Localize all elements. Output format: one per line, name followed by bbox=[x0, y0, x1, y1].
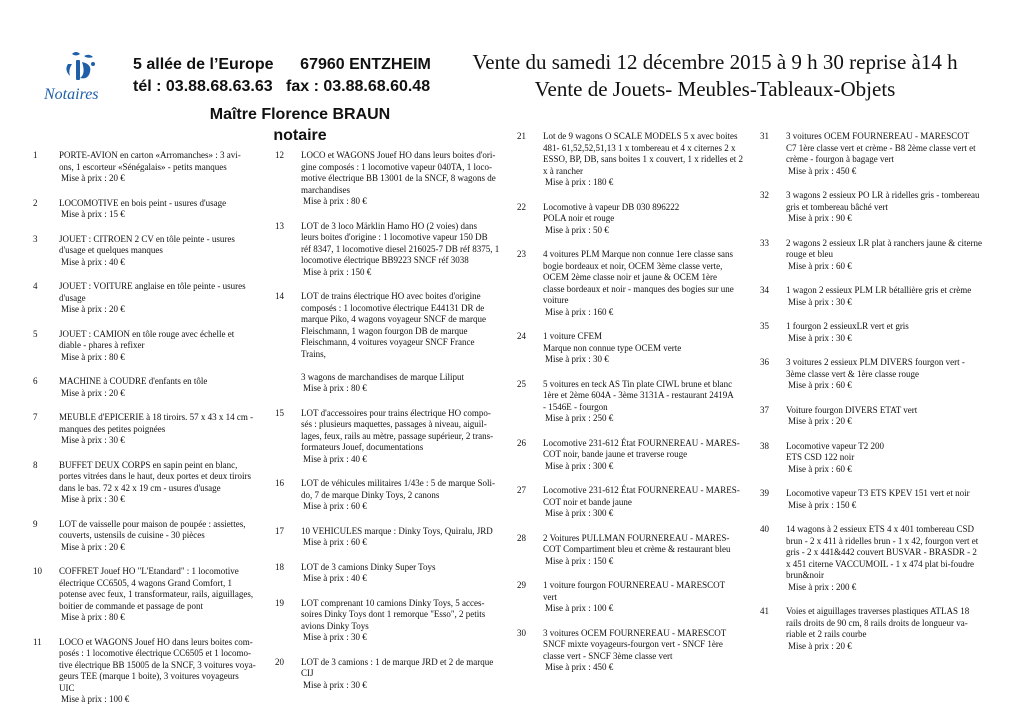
lot-body bbox=[59, 198, 263, 221]
lot-description: JOUET : CAMION en tôle rouge avec échelle et diable - phares à refixer bbox=[59, 328, 235, 350]
lot-body bbox=[59, 329, 263, 364]
lot-item bbox=[33, 150, 263, 185]
lot-starting-price: Mise à prix : 15 € bbox=[61, 209, 125, 219]
sale-date-line: Vente du samedi 12 décembre 2015 à 9 h 30 reprise à14 h bbox=[472, 50, 958, 74]
lot-starting-price: Mise à prix : 20 € bbox=[61, 541, 125, 552]
lot-starting-price: Mise à prix : 50 € bbox=[545, 224, 609, 235]
lot-description: Locomotive vapeur T3 ETS KPEV 151 vert et noir bbox=[786, 488, 970, 498]
lot-starting-price: Mise à prix : 60 € bbox=[788, 260, 852, 271]
lot-item bbox=[517, 533, 748, 568]
lot-starting-price: Mise à prix : 100 € bbox=[61, 694, 130, 704]
lot-description: Locomotive 231-612 État FOURNEREAU - MARES- COT noir et bande jaune bbox=[543, 485, 740, 507]
lot-body bbox=[59, 376, 263, 399]
lot-number: 3 bbox=[33, 233, 38, 244]
lot-column-2 bbox=[275, 150, 505, 691]
lot-starting-price: Mise à prix : 30 € bbox=[61, 435, 125, 445]
lot-description: 3 voitures 2 essieux PLM DIVERS fourgon vert - 3ème classe vert & 1ère classe rouge bbox=[786, 357, 965, 379]
lot-item bbox=[33, 376, 263, 399]
lot-item bbox=[517, 580, 748, 615]
lot-starting-price: Mise à prix : 80 € bbox=[303, 383, 367, 393]
lot-body bbox=[543, 628, 748, 674]
lot-starting-price: Mise à prix : 450 € bbox=[545, 662, 614, 672]
lot-body bbox=[786, 488, 991, 511]
lot-column-4 bbox=[760, 131, 991, 652]
lot-number: 1 bbox=[33, 150, 38, 160]
lot-number: 29 bbox=[517, 580, 526, 590]
lot-description: 3 voitures OCEM FOURNEREAU - MARESCOT C7 1ère classe vert et crème - B8 2ème classe vert et crème - fourgon à bagage vert bbox=[786, 131, 976, 164]
lot-item bbox=[760, 405, 991, 428]
lot-description: 10 VEHICULES marque : Dinky Toys, Quiralu, JRD bbox=[301, 525, 493, 536]
lot-body bbox=[59, 234, 263, 269]
lot-number: 4 bbox=[33, 281, 38, 291]
lot-item bbox=[275, 150, 505, 208]
lot-description: JOUET : VOITURE anglaise en tôle peinte - usures d'usage bbox=[59, 281, 246, 303]
lot-body bbox=[786, 238, 991, 273]
lot-item bbox=[33, 519, 263, 554]
lot-description: Voiture fourgon DIVERS ETAT vert bbox=[786, 404, 918, 415]
lot-number: 30 bbox=[517, 627, 526, 638]
lot-description: LOT de trains électrique HO avec boites d'origine composés : 1 locomotive électrique E44131 DR de marque Piko, 4 wagons voyageur SNCF de marque Fleischmann, 1 wagon fourgon DB de marque Fleischmann, 4 voitures voyageur SNCF France Trains, 3 wagons de marchandises de marque Liliput bbox=[301, 291, 486, 382]
lot-description: LOT de 3 camions : 1 de marque JRD et 2 de marque CIJ bbox=[301, 656, 494, 678]
lot-number: 5 bbox=[33, 328, 38, 339]
lot-starting-price: Mise à prix : 20 € bbox=[61, 173, 125, 183]
lot-description: 2 Voitures PULLMAN FOURNEREAU - MARES- COT Compartiment bleu et crème & restaurant bleu bbox=[543, 532, 731, 554]
lot-starting-price: Mise à prix : 30 € bbox=[545, 354, 609, 364]
lot-item bbox=[517, 485, 748, 520]
lot-item bbox=[33, 637, 263, 706]
lot-number: 14 bbox=[275, 291, 284, 301]
lot-body bbox=[543, 379, 748, 425]
lot-description: LOCO et WAGONS Jouef HO dans leurs boites d'ori- gine composés : 1 locomotive vapeur 040TA, 1 loco- motive électrique BB 13001 de la SNCF, 8 wagons de marchandises bbox=[301, 150, 496, 195]
lot-number: 2 bbox=[33, 197, 38, 208]
lot-number: 37 bbox=[760, 404, 769, 415]
lot-starting-price: Mise à prix : 90 € bbox=[788, 213, 852, 223]
lot-item bbox=[517, 249, 748, 318]
lot-number: 23 bbox=[517, 249, 526, 259]
lot-body bbox=[786, 441, 991, 476]
lot-item bbox=[275, 562, 505, 585]
lot-number: 10 bbox=[33, 566, 42, 576]
lot-body bbox=[301, 478, 505, 513]
lot-body bbox=[543, 331, 748, 366]
notaires-logo bbox=[42, 50, 122, 110]
lot-body bbox=[543, 202, 748, 237]
lot-body bbox=[301, 408, 505, 466]
lot-item bbox=[760, 321, 991, 344]
lot-number: 38 bbox=[760, 440, 769, 451]
lot-body bbox=[543, 533, 748, 568]
lot-starting-price: Mise à prix : 300 € bbox=[545, 508, 614, 518]
lot-item bbox=[33, 566, 263, 624]
lot-body bbox=[59, 412, 263, 447]
lot-body bbox=[301, 657, 505, 692]
lot-body bbox=[59, 519, 263, 554]
lot-starting-price: Mise à prix : 200 € bbox=[788, 581, 857, 592]
lot-number: 9 bbox=[33, 518, 38, 529]
lot-starting-price: Mise à prix : 80 € bbox=[303, 196, 367, 206]
lot-starting-price: Mise à prix : 60 € bbox=[303, 501, 367, 511]
lot-description: LOCO et WAGONS Jouef HO dans leurs boites com- posés : 1 locomotive électrique CC6505 et 1 locomo- tive électrique BB 15005 de la SNCF, 3 voitures voya- geurs TEE (marque 1 boite), 3 voitures voyageurs UIC bbox=[59, 636, 256, 693]
lot-item bbox=[275, 291, 505, 395]
lot-description: COFFRET Jouef HO "L'Etandard" : 1 locomotive électrique CC6505, 4 wagons Grand Comfort, 1 potense avec feux, 1 transformateur, rails, aiguillages, boitier de commande et passage de pont bbox=[59, 566, 254, 611]
lot-item bbox=[760, 285, 991, 308]
lot-number: 20 bbox=[275, 656, 284, 667]
lot-description: Locomotive à vapeur DB 030 896222 POLA noir et rouge bbox=[543, 201, 680, 223]
lot-starting-price: Mise à prix : 60 € bbox=[303, 537, 367, 547]
lot-starting-price: Mise à prix : 20 € bbox=[61, 304, 125, 314]
lot-body bbox=[59, 637, 263, 706]
logo-wordmark: Notaires bbox=[44, 86, 99, 103]
lot-description: 2 wagons 2 essieux LR plat à ranchers jaune & citerne rouge et bleu bbox=[786, 237, 982, 259]
lot-body bbox=[301, 562, 505, 585]
lot-item bbox=[33, 281, 263, 316]
lot-item bbox=[760, 488, 991, 511]
lot-body bbox=[786, 321, 991, 344]
lot-starting-price: Mise à prix : 80 € bbox=[61, 351, 125, 362]
lot-starting-price: Mise à prix : 30 € bbox=[788, 332, 852, 343]
lot-item bbox=[33, 460, 263, 506]
lot-body bbox=[59, 281, 263, 316]
lot-number: 41 bbox=[760, 606, 769, 616]
lot-item bbox=[517, 438, 748, 473]
lot-description: MEUBLE d'EPICERIE à 18 tiroirs. 57 x 43 x 14 cm - manques des petites poignées bbox=[59, 412, 254, 434]
lot-number: 26 bbox=[517, 437, 526, 448]
sale-category-line: Vente de Jouets- Meubles-Tableaux-Objets bbox=[534, 77, 896, 101]
lot-starting-price: Mise à prix : 40 € bbox=[303, 573, 367, 583]
lot-starting-price: Mise à prix : 60 € bbox=[788, 380, 852, 390]
lot-body bbox=[786, 405, 991, 428]
lot-number: 24 bbox=[517, 331, 526, 341]
lot-description: 3 wagons 2 essieux PO LR à ridelles gris - tombereau gris et tombereau bâché vert bbox=[786, 190, 980, 212]
lot-description: 14 wagons à 2 essieux ETS 4 x 401 tombereau CSD brun - 2 x 411 à ridelles brun - 1 x 42, fourgon vert et gris - 2 x 441&442 couvert BUSVAR - BRASDR - 2 x 451 citerne VACCUMOIL - 1 x 474 plat bi-foudre brun&noir bbox=[786, 524, 979, 580]
lot-item bbox=[275, 221, 505, 279]
lot-number: 34 bbox=[760, 285, 769, 295]
lot-description: MACHINE à COUDRE d'enfants en tôle bbox=[59, 376, 208, 386]
lot-description: Locomotive 231-612 État FOURNEREAU - MARES- COT noir, bande jaune et traverse rouge bbox=[543, 437, 740, 459]
lot-body bbox=[543, 438, 748, 473]
lot-item bbox=[33, 234, 263, 269]
lot-body bbox=[543, 249, 748, 318]
lot-number: 7 bbox=[33, 412, 38, 422]
lot-description: 1 voiture fourgon FOURNEREAU - MARESCOT vert bbox=[543, 580, 726, 602]
lot-number: 39 bbox=[760, 488, 769, 498]
lot-number: 6 bbox=[33, 376, 38, 386]
lot-description: LOT d'accessoires pour trains électrique HO compo- sés : plusieurs maquettes, passages à niveau, aiguil- lages, feux, rails au mètre, passage supérieur, 2 trans- formateurs Jouef, documentations bbox=[301, 407, 494, 452]
office-contact bbox=[133, 54, 431, 98]
lot-description: LOT de 3 loco Märklin Hamo HO (2 voies) dans leurs boites d'origine : 1 locomotive vapeur 150 DB réf 8347, 1 locomotive diesel 216025-7 DB réf 8375, 1 locomotive électrique BB9223 SNCF réf 3038 bbox=[301, 220, 500, 265]
lot-item bbox=[517, 379, 748, 425]
lot-item bbox=[275, 657, 505, 692]
lot-number: 13 bbox=[275, 220, 284, 231]
notary-block bbox=[200, 104, 400, 146]
lot-description: LOT de vaisselle pour maison de poupée : assiettes, couverts, ustensils de cuisine - 30 pièces bbox=[59, 518, 246, 540]
lot-number: 33 bbox=[760, 237, 769, 248]
lot-starting-price: Mise à prix : 30 € bbox=[61, 494, 125, 504]
lot-item bbox=[760, 606, 991, 652]
notary-name: Maître Florence BRAUN bbox=[209, 106, 391, 123]
lot-item bbox=[517, 202, 748, 237]
lot-starting-price: Mise à prix : 450 € bbox=[788, 165, 857, 176]
lot-description: Lot de 9 wagons O SCALE MODELS 5 x avec boites 481- 61,52,52,51,13 1 x tombereau et 4 x citernes 2 x ESSO, BP, DB, sans boites 1 x couvert, 1 x ridelles et 2 x à rancher bbox=[543, 131, 743, 176]
lot-body bbox=[543, 131, 748, 189]
lot-description: 4 voitures PLM Marque non connue 1ere classe sans bogie bordeaux et noir, OCEM 3ème classe verte, OCEM 2ème classe noir et jaune & OCEM 1ère classe bordeaux et noir - manques des bogies sur une voiture bbox=[543, 249, 734, 305]
lot-starting-price: Mise à prix : 30 € bbox=[303, 679, 367, 690]
lot-body bbox=[59, 460, 263, 506]
lot-number: 11 bbox=[33, 636, 42, 647]
lot-starting-price: Mise à prix : 20 € bbox=[61, 387, 125, 398]
lot-description: LOT comprenant 10 camions Dinky Toys, 5 acces- soires Dinky Toys dont 1 remorque "Esso", 2 petits avions Dinky Toys bbox=[301, 597, 486, 631]
lot-item bbox=[760, 131, 991, 177]
lot-body bbox=[786, 190, 991, 225]
lot-number: 31 bbox=[760, 131, 769, 141]
lot-starting-price: Mise à prix : 80 € bbox=[61, 612, 125, 622]
lot-starting-price: Mise à prix : 30 € bbox=[788, 296, 852, 307]
lot-number: 21 bbox=[517, 131, 526, 141]
lot-body bbox=[301, 221, 505, 279]
lot-starting-price: Mise à prix : 60 € bbox=[788, 463, 852, 474]
lot-number: 40 bbox=[760, 524, 769, 534]
lot-item bbox=[760, 357, 991, 392]
lot-body bbox=[59, 566, 263, 624]
lot-starting-price: Mise à prix : 150 € bbox=[788, 499, 857, 510]
lot-item bbox=[33, 329, 263, 364]
lot-body bbox=[301, 291, 505, 395]
lot-item bbox=[275, 408, 505, 466]
lot-starting-price: Mise à prix : 150 € bbox=[303, 266, 372, 277]
lot-description: 3 voitures OCEM FOURNEREAU - MARESCOT SNCF mixte voyageurs-fourgon vert - SNCF 1ère classe vert - SNCF 3ème classe vert bbox=[543, 627, 727, 661]
lot-starting-price: Mise à prix : 180 € bbox=[545, 177, 614, 187]
lot-number: 15 bbox=[275, 407, 284, 418]
lot-description: LOT de véhicules militaires 1/43e : 5 de marque Soli- do, 7 de marque Dinky Toys, 2 canons bbox=[301, 478, 496, 500]
lot-number: 8 bbox=[33, 459, 38, 470]
lot-starting-price: Mise à prix : 40 € bbox=[61, 256, 125, 267]
lot-body bbox=[786, 524, 991, 593]
lot-starting-price: Mise à prix : 100 € bbox=[545, 603, 614, 613]
lot-item bbox=[33, 412, 263, 447]
lot-number: 16 bbox=[275, 478, 284, 488]
lot-description: JOUET : CITROEN 2 CV en tôle peinte - usures d'usage et quelques manques bbox=[59, 233, 235, 255]
lot-starting-price: Mise à prix : 20 € bbox=[788, 416, 852, 426]
lot-number: 36 bbox=[760, 357, 769, 367]
lot-number: 27 bbox=[517, 485, 526, 495]
address-line: 5 allée de l’Europe 67960 ENTZHEIM bbox=[133, 56, 431, 73]
lot-number: 12 bbox=[275, 150, 284, 160]
lot-item bbox=[517, 628, 748, 674]
lot-body bbox=[786, 357, 991, 392]
lot-body bbox=[59, 150, 263, 185]
lot-column-3 bbox=[517, 131, 748, 674]
lot-description: Voies et aiguillages traverses plastiques ATLAS 18 rails droits de 90 cm, 8 rails droits de longueur va- riable et 2 rails courbe bbox=[786, 606, 970, 639]
lot-description: LOCOMOTIVE en bois peint - usures d'usage bbox=[59, 197, 227, 208]
lot-number: 19 bbox=[275, 597, 284, 608]
sale-heading bbox=[455, 49, 975, 103]
lot-description: 1 voiture CFEM Marque non connue type OCEM verte bbox=[543, 331, 682, 353]
lot-item bbox=[760, 524, 991, 593]
lot-item bbox=[275, 526, 505, 549]
lot-starting-price: Mise à prix : 150 € bbox=[545, 555, 614, 566]
lot-body bbox=[543, 485, 748, 520]
notary-title: notaire bbox=[273, 127, 327, 144]
lot-item bbox=[275, 598, 505, 644]
lot-starting-price: Mise à prix : 300 € bbox=[545, 460, 614, 471]
lot-description: LOT de 3 camions Dinky Super Toys bbox=[301, 561, 436, 572]
lot-starting-price: Mise à prix : 160 € bbox=[545, 306, 614, 317]
notaires-logo-icon bbox=[62, 50, 102, 86]
lot-item bbox=[760, 190, 991, 225]
lot-description: Locomotive vapeur T2 200 ETS CSD 122 noir bbox=[786, 440, 885, 462]
lot-number: 28 bbox=[517, 532, 526, 543]
lot-item bbox=[760, 441, 991, 476]
lot-body bbox=[301, 150, 505, 208]
lot-number: 35 bbox=[760, 321, 769, 331]
lot-item bbox=[275, 478, 505, 513]
lot-description: BUFFET DEUX CORPS en sapin peint en blanc, portes vitrées dans le haut, deux portes et deux tiroirs dans le bas. 72 x 42 x 19 cm - usures d'usage bbox=[59, 459, 251, 493]
lot-starting-price: Mise à prix : 20 € bbox=[788, 640, 852, 651]
lot-body bbox=[786, 606, 991, 652]
lot-description: PORTE-AVION en carton «Arromanches» : 3 avi- ons, 1 escorteur «Sénégalais» - petits manques bbox=[59, 150, 241, 172]
lot-starting-price: Mise à prix : 40 € bbox=[303, 453, 367, 464]
lot-body bbox=[301, 526, 505, 549]
lot-starting-price: Mise à prix : 250 € bbox=[545, 413, 614, 423]
lot-body bbox=[301, 598, 505, 644]
lot-starting-price: Mise à prix : 30 € bbox=[303, 632, 367, 642]
lot-description: 1 fourgon 2 essieuxLR vert et gris bbox=[786, 321, 909, 331]
lot-number: 25 bbox=[517, 378, 526, 389]
lot-number: 32 bbox=[760, 190, 769, 200]
lot-body bbox=[543, 580, 748, 615]
lot-number: 17 bbox=[275, 525, 284, 536]
lot-item bbox=[517, 131, 748, 189]
lot-item bbox=[517, 331, 748, 366]
lot-body bbox=[786, 285, 991, 308]
lot-number: 18 bbox=[275, 561, 284, 572]
lot-item bbox=[33, 198, 263, 221]
lot-number: 22 bbox=[517, 201, 526, 212]
lot-item bbox=[760, 238, 991, 273]
lot-body bbox=[786, 131, 991, 177]
phone-fax-line: tél : 03.88.68.63.63 fax : 03.88.68.60.48 bbox=[133, 78, 431, 95]
lot-description: 1 wagon 2 essieux PLM LR bétallière gris et crème bbox=[786, 285, 972, 295]
lot-column-1 bbox=[33, 150, 263, 706]
lot-description: 5 voitures en teck AS Tin plate CIWL brune et blanc 1ère et 2ème 604A - 3ème 3131A - restaurant 2419A - 1546E - fourgon bbox=[543, 378, 734, 412]
